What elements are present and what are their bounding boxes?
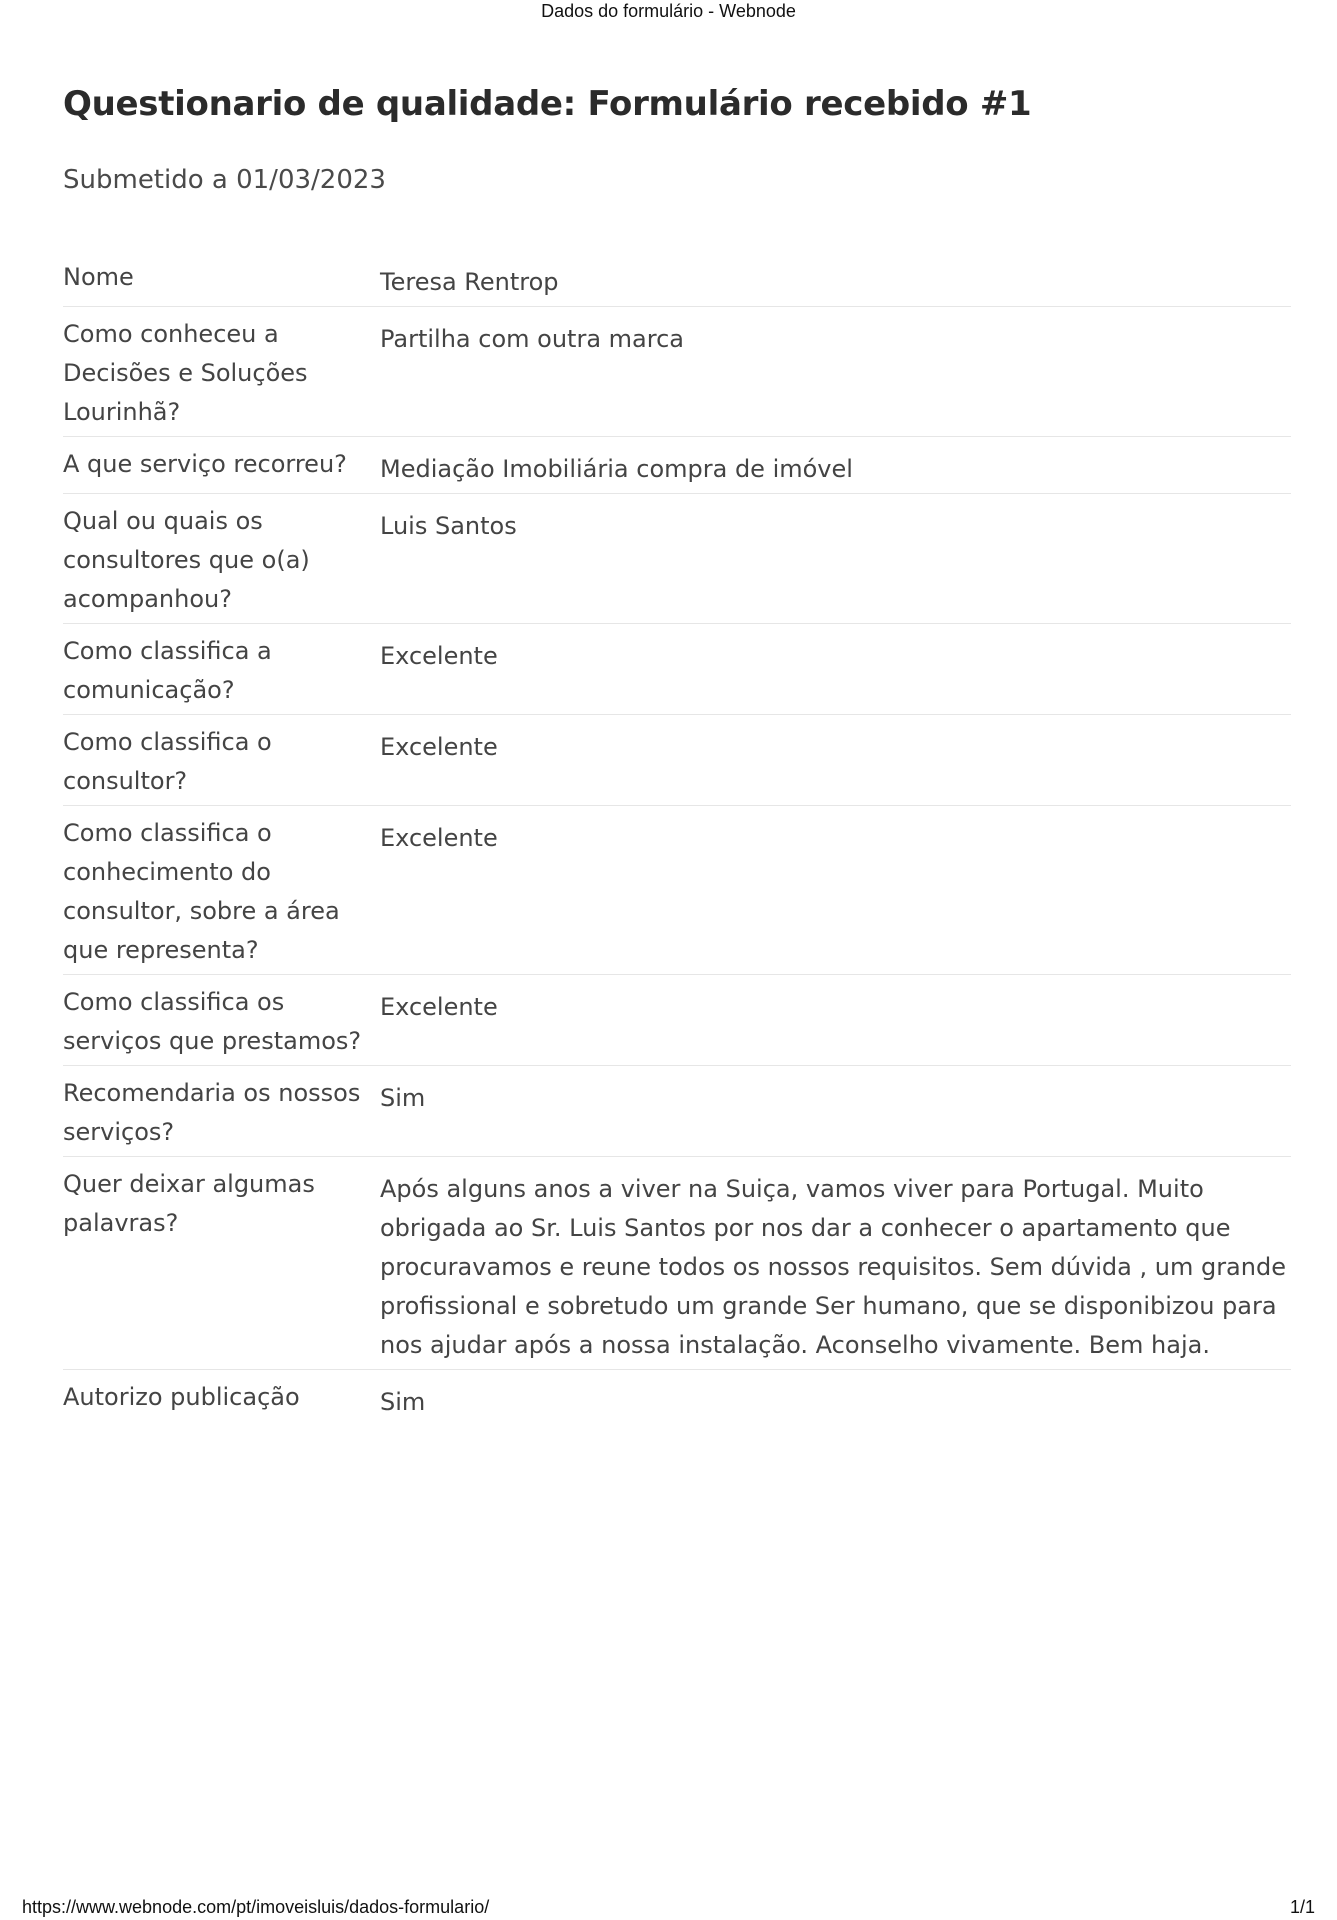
submitted-date: Submetido a 01/03/2023 [63, 165, 386, 195]
field-row-recomendaria [63, 1066, 1291, 1157]
print-footer [0, 1896, 1337, 1918]
field-value: Excelente [380, 824, 498, 852]
field-label: Como classifica o consultor? [63, 728, 272, 795]
field-label: Como classifica a comunicação? [63, 637, 272, 704]
field-row-palavras [63, 1157, 1291, 1370]
field-value: Excelente [380, 733, 498, 761]
form-fields [63, 250, 1291, 1426]
field-label: Recomendaria os nossos serviços? [63, 1079, 361, 1146]
print-header-title: Dados do formulário - Webnode [541, 1, 796, 21]
field-value: Sim [380, 1084, 426, 1112]
field-row-como-conheceu [63, 307, 1291, 437]
field-value: Teresa Rentrop [380, 268, 559, 296]
field-row-consultor [63, 715, 1291, 806]
field-row-publicacao [63, 1370, 1291, 1426]
field-label: Quer deixar algumas palavras? [63, 1170, 315, 1237]
field-label: A que serviço recorreu? [63, 450, 347, 478]
field-label: Como classifica o conhecimento do consultor, sobre a área que representa? [63, 819, 340, 964]
field-row-servicos [63, 975, 1291, 1066]
field-value: Após alguns anos a viver na Suiça, vamos viver para Portugal. Muito obrigada ao Sr. Luis Santos por nos dar a conhecer o apartamento que procuravamos e reune todos os nossos requisitos. Sem dúvida , um grande profissional e sobretudo um grande Ser humano, que se disponibizou para nos ajudar após a nossa instalação. Aconselho vivamente. Bem haja. [380, 1175, 1286, 1359]
field-label: Nome [63, 263, 134, 291]
field-row-nome [63, 250, 1291, 307]
form-content [63, 76, 1291, 1426]
field-row-comunicacao [63, 624, 1291, 715]
field-value: Sim [380, 1388, 426, 1416]
field-label: Como conheceu a Decisões e Soluções Lourinhã? [63, 320, 308, 426]
field-label: Como classifica os serviços que prestamos? [63, 988, 362, 1055]
field-value: Excelente [380, 642, 498, 670]
field-value: Excelente [380, 993, 498, 1021]
field-row-servico [63, 437, 1291, 494]
form-title: Questionario de qualidade: Formulário recebido #1 [63, 84, 1032, 124]
footer-page-number: 1/1 [1289, 1897, 1315, 1917]
field-label: Qual ou quais os consultores que o(a) acompanhou? [63, 507, 310, 613]
field-row-consultores [63, 494, 1291, 624]
field-label: Autorizo publicação [63, 1383, 300, 1411]
field-value: Mediação Imobiliária compra de imóvel [380, 455, 853, 483]
field-row-conhecimento [63, 806, 1291, 975]
field-value: Luis Santos [380, 512, 517, 540]
field-value: Partilha com outra marca [380, 325, 684, 353]
footer-url: https://www.webnode.com/pt/imoveisluis/dados-formulario/ [22, 1897, 490, 1917]
